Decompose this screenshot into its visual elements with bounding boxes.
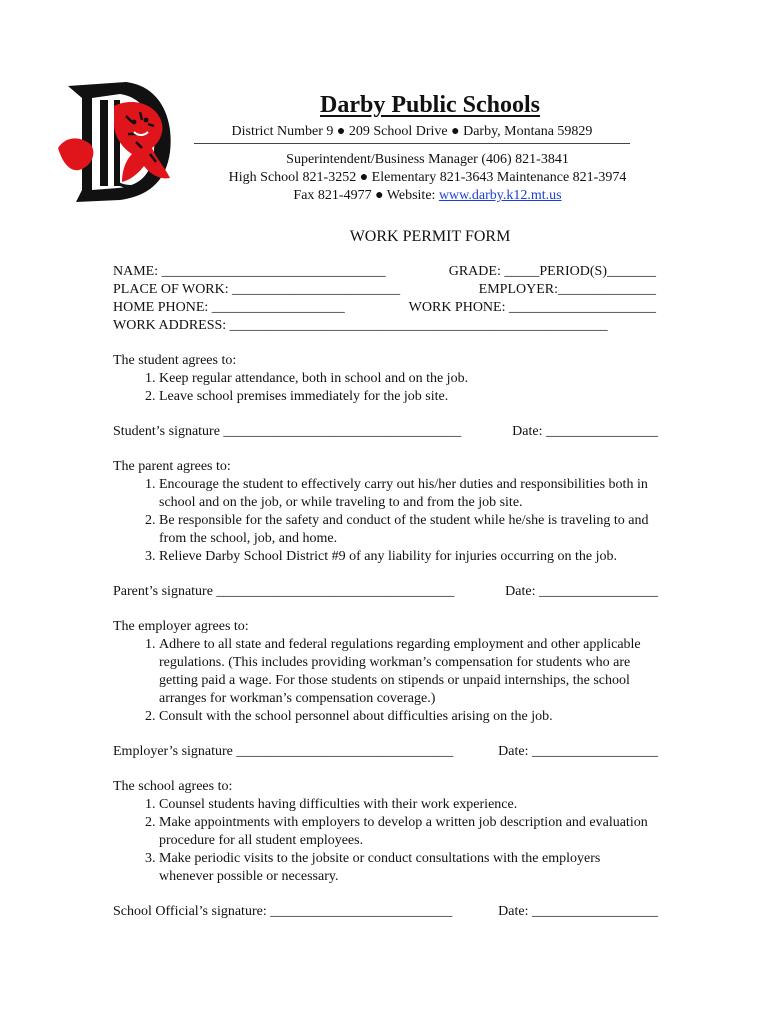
list-item: 1. Adhere to all state and federal regulations regarding employment and other applicable regulations. (This includes providing workman’s compensation for students who are getting paid a wage. For those students on stipends or unpaid internships, the school arranges for workman’s compensation coverage.) [159,636,658,708]
phone-line: High School 821-3252 ● Elementary 821-3643 Maintenance 821-3974 [228,170,627,185]
website-link[interactable]: www.darby.k12.mt.us [438,188,562,203]
list-item: 1. Keep regular attendance, both in school and on the job. [159,370,658,388]
form-title: WORK PERMIT FORM [349,228,511,245]
list-item: 3. Relieve Darby School District #9 of any liability for injuries occurring on the job. [159,548,658,566]
list-item: 1. Encourage the student to effectively carry out his/her duties and responsibilities both in school and on the job, or while traveling to and from the job site. [159,476,658,512]
school-signature: School Official’s signature: __________________________ [113,904,453,919]
info-fields [113,263,656,335]
employer-signature: Employer’s signature _______________________________ [113,744,454,759]
fax-text: Fax 821-4977 ● Website: [293,188,439,203]
work-address-field: WORK ADDRESS: ______________________________________________________ [113,318,608,333]
school-name: Darby Public Schools [319,92,541,118]
parent-section [113,458,658,566]
home-phone-field: HOME PHONE: ___________________ [113,300,345,315]
district-address: District Number 9 ● 209 School Drive ● Darby, Montana 59829 [194,124,630,144]
student-signature: Student’s signature __________________________________ [113,424,462,439]
agreements [113,352,658,938]
name-field: NAME: ________________________________ [113,264,386,279]
employer-section [113,618,658,726]
student-section [113,352,658,406]
employer-intro: The employer agrees to: [113,619,249,634]
student-date: Date: ________________ [512,424,658,439]
parent-date: Date: _________________ [505,584,658,599]
name-row [113,263,656,281]
parent-signature: Parent’s signature __________________________________ [113,584,455,599]
school-signature-line [113,903,658,921]
phone-row [113,299,656,317]
list-item: 2. Consult with the school personnel about difficulties arising on the job. [159,708,658,726]
grade-field: GRADE: _____PERIOD(S)_______ [448,264,656,279]
school-intro: The school agrees to: [113,779,233,794]
student-signature-line [113,423,658,441]
list-item: 2. Make appointments with employers to develop a written job description and evaluation procedure for all student employees. [159,814,658,850]
school-section [113,778,658,886]
superintendent-line: Superintendent/Business Manager (406) 821-3841 [286,152,569,167]
school-logo [56,78,196,208]
employer-signature-line [113,743,658,761]
list-item: 1. Counsel students having difficulties with their work experience. [159,796,658,814]
student-intro: The student agrees to: [113,353,237,368]
place-of-work-field: PLACE OF WORK: ________________________ [113,282,401,297]
school-date: Date: __________________ [498,904,658,919]
place-row [113,281,656,299]
list-item: 2. Be responsible for the safety and conduct of the student while he/she is traveling to and from the school, job, and home. [159,512,658,548]
employer-date: Date: __________________ [498,744,658,759]
list-item: 2. Leave school premises immediately for the job site. [159,388,658,406]
fax-line [195,187,660,205]
contact-info [195,151,660,205]
list-item: 3. Make periodic visits to the jobsite or conduct consultations with the employers whenever possible or necessary. [159,850,658,886]
parent-intro: The parent agrees to: [113,459,231,474]
parent-signature-line [113,583,658,601]
address-row [113,317,656,335]
work-phone-field: WORK PHONE: _____________________ [408,300,656,315]
employer-field: EMPLOYER:______________ [478,282,656,297]
